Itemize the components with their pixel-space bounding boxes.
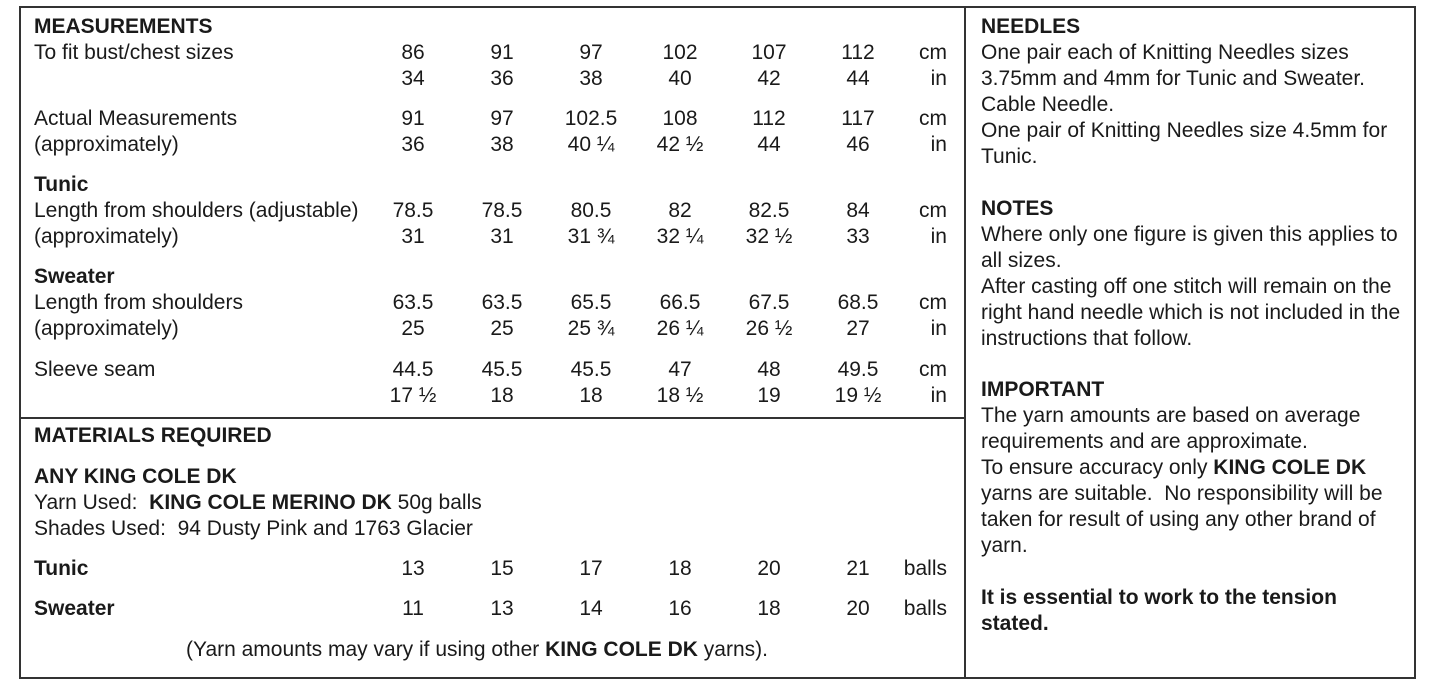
cell: 63.5 <box>481 291 523 314</box>
section-divider <box>19 417 965 419</box>
cell: 68.5 <box>837 291 879 314</box>
cell: 44.5 <box>392 358 434 381</box>
cell: 25 <box>490 317 514 340</box>
yarn-brand: KING COLE MERINO DK <box>149 491 392 514</box>
cell: 91 <box>401 107 425 130</box>
cell: 91 <box>490 41 514 64</box>
cell: 78.5 <box>481 199 523 222</box>
cell: 38 <box>490 133 514 156</box>
shades-used: Shades Used: 94 Dusty Pink and 1763 Glacier <box>34 517 473 540</box>
actual-label-2: (approximately) <box>34 133 179 156</box>
unit-cm: cm <box>919 358 947 381</box>
cell: 18 <box>490 384 514 407</box>
cell: 48 <box>757 358 781 381</box>
cell: 38 <box>579 67 603 90</box>
cell: 18 ½ <box>656 384 704 407</box>
notes-text-2: After casting off one stitch will remain on the right hand needle which is not included in the instructions that follow. <box>981 275 1401 350</box>
sweater-balls-label: Sweater <box>34 597 115 620</box>
cell: 31 <box>490 225 514 248</box>
yarn-used <box>34 490 482 516</box>
cell: 97 <box>579 41 603 64</box>
cell: 15 <box>490 557 514 580</box>
cell: 18 <box>579 384 603 407</box>
tunic-heading: Tunic <box>34 173 89 196</box>
actual-label: Actual Measurements <box>34 107 238 130</box>
cell: 63.5 <box>392 291 434 314</box>
notes-section <box>981 196 1406 352</box>
tunic-length-label-2: (approximately) <box>34 225 179 248</box>
cell: 33 <box>846 225 870 248</box>
cell: 46 <box>846 133 870 156</box>
unit-balls: balls <box>903 557 947 580</box>
needles-text-3: One pair of Knitting Needles size 4.5mm for Tunic. <box>981 119 1388 168</box>
sweater-heading: Sweater <box>34 265 115 288</box>
unit-cm: cm <box>919 107 947 130</box>
unit-cm: cm <box>919 199 947 222</box>
important-brand: KING COLE DK <box>1213 456 1367 479</box>
important-suffix: yarns are suitable. No responsibility will be taken for result of using any other brand of yarn. <box>981 456 1389 557</box>
cell: 117 <box>841 107 875 130</box>
cell: 17 ½ <box>389 384 437 407</box>
cell: 16 <box>668 597 692 620</box>
unit-in: in <box>930 67 947 90</box>
cell: 45.5 <box>570 358 612 381</box>
cell: 44 <box>846 67 870 90</box>
cell: 14 <box>579 597 603 620</box>
cell: 108 <box>662 107 698 130</box>
needles-heading: NEEDLES <box>981 15 1081 38</box>
important-section <box>981 377 1406 559</box>
cell: 112 <box>841 41 875 64</box>
cell: 67.5 <box>748 291 790 314</box>
cell: 36 <box>490 67 514 90</box>
unit-cm: cm <box>919 41 947 64</box>
important-heading: IMPORTANT <box>981 378 1105 401</box>
important-prefix: To ensure accuracy only <box>981 456 1214 479</box>
cell: 82.5 <box>748 199 790 222</box>
important-text-2 <box>981 455 1406 559</box>
notes-heading: NOTES <box>981 197 1054 220</box>
note-suffix: yarns). <box>697 638 768 661</box>
tension-note: It is essential to work to the tension stated. <box>981 586 1337 635</box>
cell: 13 <box>401 557 425 580</box>
needles-text-1: One pair each of Knitting Needles sizes 3.75mm and 4mm for Tunic and Sweater. <box>981 41 1366 90</box>
cell: 40 ¼ <box>567 133 615 156</box>
notes-text-1: Where only one figure is given this applies to all sizes. <box>981 223 1398 272</box>
cell: 80.5 <box>570 199 612 222</box>
unit-in: in <box>930 384 947 407</box>
measurements-heading: MEASUREMENTS <box>34 15 213 38</box>
cell: 31 <box>401 225 425 248</box>
important-text-1: The yarn amounts are based on average requirements and are approximate. <box>981 404 1361 453</box>
unit-in: in <box>930 225 947 248</box>
cell: 66.5 <box>659 291 701 314</box>
unit-in: in <box>930 317 947 340</box>
cell: 13 <box>490 597 514 620</box>
cell: 21 <box>846 557 870 580</box>
tunic-length-label: Length from shoulders (adjustable) <box>34 199 359 222</box>
cell: 42 <box>757 67 781 90</box>
cell: 78.5 <box>392 199 434 222</box>
cell: 65.5 <box>570 291 612 314</box>
tunic-balls-label: Tunic <box>34 557 89 580</box>
cell: 107 <box>751 41 787 64</box>
cell: 20 <box>757 557 781 580</box>
cell: 40 <box>668 67 692 90</box>
materials-heading: MATERIALS REQUIRED <box>34 424 272 447</box>
cell: 42 ½ <box>656 133 704 156</box>
cell: 25 <box>401 317 425 340</box>
materials-subheading: ANY KING COLE DK <box>34 465 237 488</box>
yarn-suffix: 50g balls <box>391 491 482 514</box>
cell: 31 ¾ <box>567 225 615 248</box>
column-divider <box>964 6 966 679</box>
cell: 84 <box>846 199 870 222</box>
cell: 44 <box>757 133 781 156</box>
needles-text-2: Cable Needle. <box>981 93 1115 116</box>
cell: 19 ½ <box>834 384 882 407</box>
cell: 112 <box>752 107 786 130</box>
cell: 19 <box>757 384 781 407</box>
cell: 25 ¾ <box>567 317 615 340</box>
cell: 86 <box>401 41 425 64</box>
cell: 45.5 <box>481 358 523 381</box>
unit-cm: cm <box>919 291 947 314</box>
cell: 20 <box>846 597 870 620</box>
cell: 102 <box>662 41 698 64</box>
cell: 18 <box>668 557 692 580</box>
cell: 26 ¼ <box>656 317 704 340</box>
yarn-note <box>186 637 768 663</box>
note-prefix: (Yarn amounts may vary if using other <box>186 638 546 661</box>
cell: 102.5 <box>564 107 618 130</box>
cell: 17 <box>579 557 603 580</box>
bust-label: To fit bust/chest sizes <box>34 41 234 64</box>
cell: 26 ½ <box>745 317 793 340</box>
cell: 27 <box>846 317 870 340</box>
cell: 32 ½ <box>745 225 793 248</box>
cell: 47 <box>668 358 692 381</box>
cell: 34 <box>401 67 425 90</box>
yarn-prefix: Yarn Used: <box>34 491 150 514</box>
sweater-length-label: Length from shoulders <box>34 291 243 314</box>
cell: 49.5 <box>837 358 879 381</box>
cell: 82 <box>668 199 692 222</box>
cell: 97 <box>490 107 514 130</box>
note-brand: KING COLE DK <box>545 638 698 661</box>
cell: 32 ¼ <box>656 225 704 248</box>
sleeve-seam-label: Sleeve seam <box>34 358 156 381</box>
needles-section <box>981 14 1406 170</box>
cell: 18 <box>757 597 781 620</box>
cell: 11 <box>402 597 424 620</box>
unit-balls: balls <box>903 597 947 620</box>
sweater-length-label-2: (approximately) <box>34 317 179 340</box>
unit-in: in <box>930 133 947 156</box>
cell: 36 <box>401 133 425 156</box>
